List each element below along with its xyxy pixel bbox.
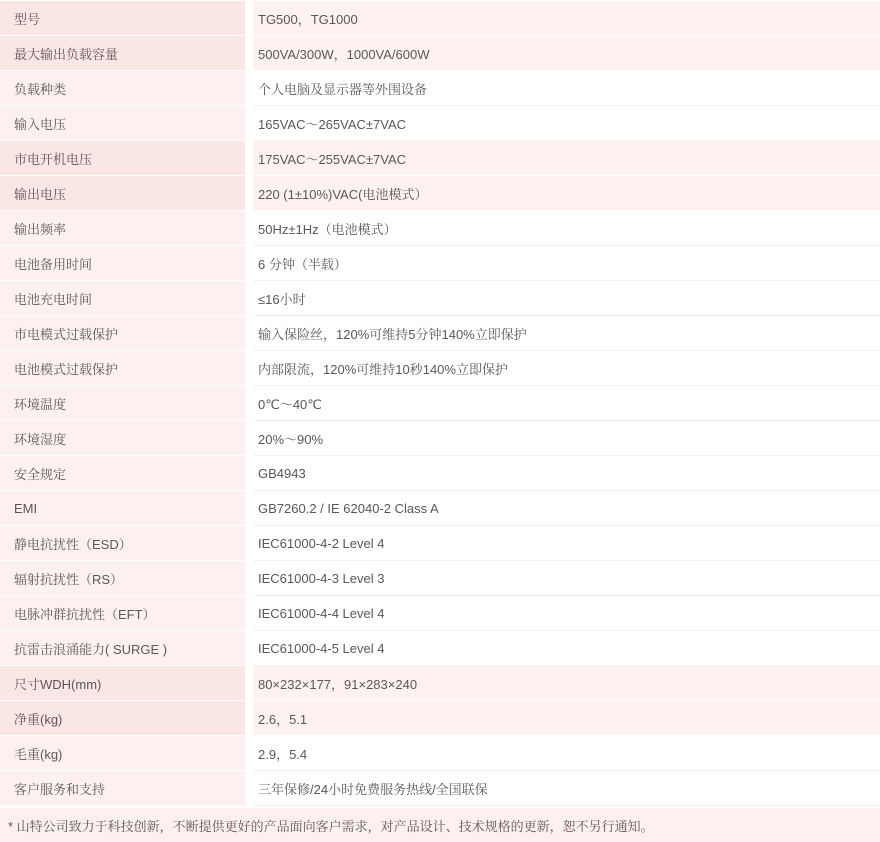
column-gutter bbox=[245, 631, 253, 666]
table-row bbox=[0, 736, 880, 771]
column-gutter bbox=[245, 421, 253, 456]
spec-value: IEC61000-4-5 Level 4 bbox=[253, 631, 880, 666]
column-gutter bbox=[245, 71, 253, 106]
table-row bbox=[0, 141, 880, 176]
spec-value: IEC61000-4-2 Level 4 bbox=[253, 526, 880, 561]
column-gutter bbox=[245, 771, 253, 806]
column-gutter bbox=[245, 246, 253, 281]
table-row bbox=[0, 316, 880, 351]
spec-value: 6 分钟（半载） bbox=[253, 246, 880, 281]
column-gutter bbox=[245, 176, 253, 211]
spec-value: 输入保险丝，120%可维持5分钟140%立即保护 bbox=[253, 316, 880, 351]
column-gutter bbox=[245, 281, 253, 316]
table-row bbox=[0, 596, 880, 631]
column-gutter bbox=[245, 351, 253, 386]
spec-label: 抗雷击浪涌能力( SURGE ) bbox=[0, 631, 245, 666]
column-gutter bbox=[245, 736, 253, 771]
table-row bbox=[0, 456, 880, 491]
spec-label: 净重(kg) bbox=[0, 701, 245, 736]
spec-label: 尺寸WDH(mm) bbox=[0, 666, 245, 701]
table-row bbox=[0, 246, 880, 281]
spec-value: 80×232×177，91×283×240 bbox=[253, 666, 880, 701]
spec-label: 输入电压 bbox=[0, 106, 245, 141]
spec-value: 20%～90% bbox=[253, 421, 880, 456]
spec-value: 50Hz±1Hz（电池模式） bbox=[253, 211, 880, 246]
column-gutter bbox=[245, 491, 253, 526]
table-row bbox=[0, 1, 880, 36]
table-row bbox=[0, 176, 880, 211]
spec-label: 最大输出负载容量 bbox=[0, 36, 245, 71]
spec-label: 市电模式过载保护 bbox=[0, 316, 245, 351]
table-row bbox=[0, 281, 880, 316]
table-row bbox=[0, 386, 880, 421]
spec-value: 220 (1±10%)VAC(电池模式） bbox=[253, 176, 880, 211]
table-row bbox=[0, 491, 880, 526]
column-gutter bbox=[245, 386, 253, 421]
spec-label: 负载种类 bbox=[0, 71, 245, 106]
spec-label: 辐射抗扰性（RS） bbox=[0, 561, 245, 596]
table-row bbox=[0, 106, 880, 141]
column-gutter bbox=[245, 141, 253, 176]
spec-value: ≤16小时 bbox=[253, 281, 880, 316]
spec-label: 电池备用时间 bbox=[0, 246, 245, 281]
table-row bbox=[0, 211, 880, 246]
column-gutter bbox=[245, 36, 253, 71]
table-row bbox=[0, 561, 880, 596]
spec-value: 500VA/300W，1000VA/600W bbox=[253, 36, 880, 71]
column-gutter bbox=[245, 561, 253, 596]
spec-label: 客户服务和支持 bbox=[0, 771, 245, 806]
spec-label: 电池模式过载保护 bbox=[0, 351, 245, 386]
spec-value: 165VAC～265VAC±7VAC bbox=[253, 106, 880, 141]
column-gutter bbox=[245, 666, 253, 701]
spec-value: TG500，TG1000 bbox=[253, 1, 880, 36]
table-row bbox=[0, 631, 880, 666]
table-row bbox=[0, 771, 880, 806]
spec-value: 内部限流，120%可维持10秒140%立即保护 bbox=[253, 351, 880, 386]
column-gutter bbox=[245, 106, 253, 141]
table-row bbox=[0, 421, 880, 456]
spec-value: IEC61000-4-3 Level 3 bbox=[253, 561, 880, 596]
footer-note: * 山特公司致力于科技创新，不断提供更好的产品面向客户需求，对产品设计、技术规格的更新，恕不另行通知。 bbox=[0, 806, 880, 842]
table-row bbox=[0, 71, 880, 106]
spec-value: 2.9，5.4 bbox=[253, 736, 880, 771]
spec-value: 三年保修/24小时免费服务热线/全国联保 bbox=[253, 771, 880, 806]
column-gutter bbox=[245, 1, 253, 36]
spec-value: 个人电脑及显示器等外围设备 bbox=[253, 71, 880, 106]
spec-label: 毛重(kg) bbox=[0, 736, 245, 771]
spec-label: EMI bbox=[0, 491, 245, 526]
column-gutter bbox=[245, 596, 253, 631]
column-gutter bbox=[245, 526, 253, 561]
spec-label: 安全规定 bbox=[0, 456, 245, 491]
spec-label: 市电开机电压 bbox=[0, 141, 245, 176]
spec-value: 175VAC～255VAC±7VAC bbox=[253, 141, 880, 176]
column-gutter bbox=[245, 211, 253, 246]
spec-label: 电脉冲群抗扰性（EFT） bbox=[0, 596, 245, 631]
column-gutter bbox=[245, 701, 253, 736]
spec-label: 电池充电时间 bbox=[0, 281, 245, 316]
spec-value: GB7260.2 / IE 62040-2 Class A bbox=[253, 491, 880, 526]
spec-label: 输出电压 bbox=[0, 176, 245, 211]
spec-label: 环境湿度 bbox=[0, 421, 245, 456]
table-row bbox=[0, 701, 880, 736]
spec-value: 0℃～40℃ bbox=[253, 386, 880, 421]
table-row bbox=[0, 526, 880, 561]
spec-label: 静电抗扰性（ESD） bbox=[0, 526, 245, 561]
spec-value: GB4943 bbox=[253, 456, 880, 491]
spec-label: 输出频率 bbox=[0, 211, 245, 246]
column-gutter bbox=[245, 456, 253, 491]
table-row bbox=[0, 36, 880, 71]
spec-value: IEC61000-4-4 Level 4 bbox=[253, 596, 880, 631]
spec-label: 环境温度 bbox=[0, 386, 245, 421]
column-gutter bbox=[245, 316, 253, 351]
table-row bbox=[0, 351, 880, 386]
table-row bbox=[0, 666, 880, 701]
spec-value: 2.6，5.1 bbox=[253, 701, 880, 736]
spec-label: 型号 bbox=[0, 1, 245, 36]
